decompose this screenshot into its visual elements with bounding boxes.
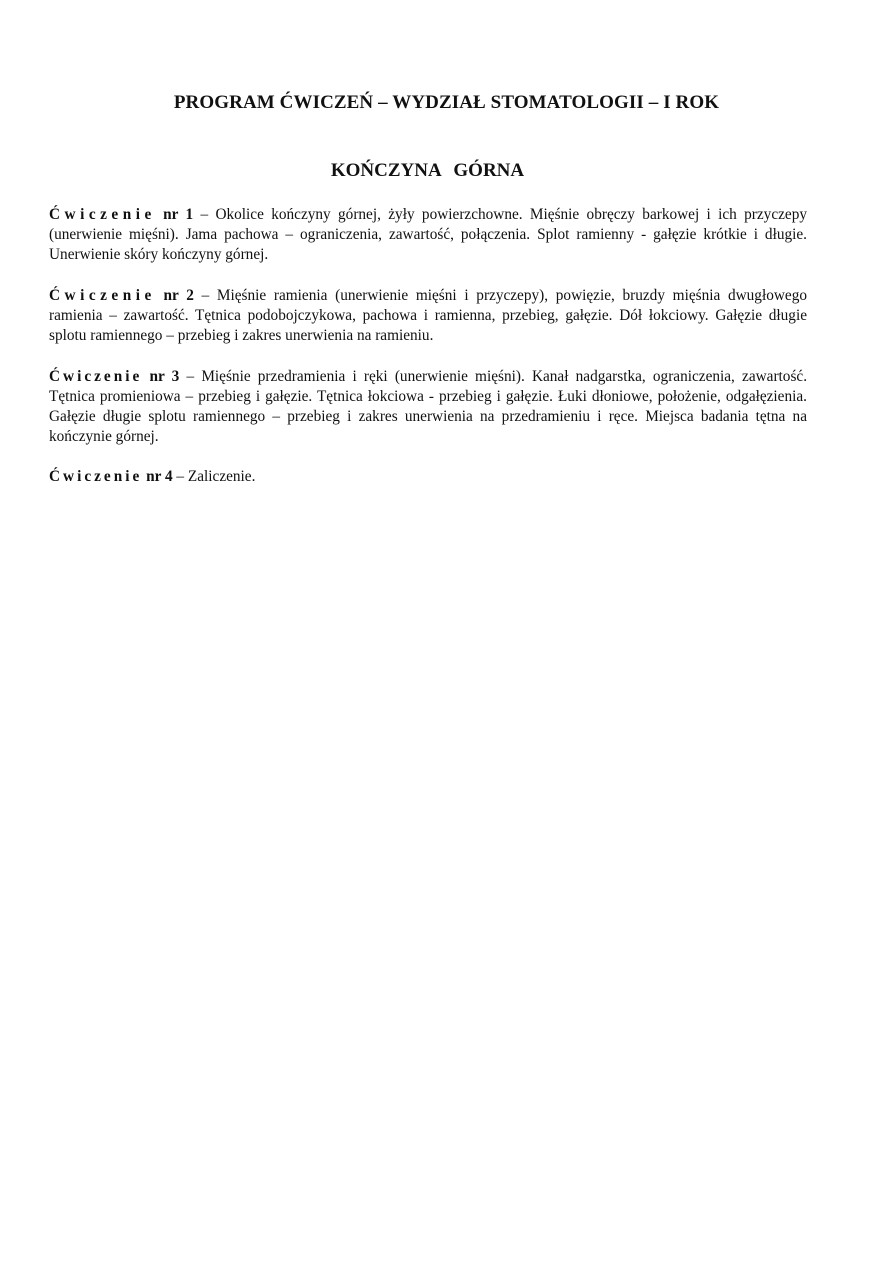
exercise-1-text: Okolice kończyny górnej, żyły powierzchowne. Mięśnie obręczy barkowej i ich przyczepy (unerwienie mięśni). Jama pachowa – ograniczenia, zawartość, połączenia. Splot ramienny - gałęzie krótkie i długie. Unerwienie skóry kończyny górnej. [49,206,808,263]
exercise-4-text: Zaliczenie. [187,468,256,485]
exercise-2 [49,286,807,346]
exercise-1-number: nr 1 [163,206,194,223]
exercise-3-text: Mięśnie przedramienia i ręki (unerwienie mięśni). Kanał nadgarstka, ograniczenia, zawartość. Tętnica promieniowa – przebieg i gałęzie. Tętnica łokciowa - przebieg i gałęzie. Łuki dłoniowe, położenie, odgałęzienia. Gałęzie długie splotu ramiennego – przebieg i zakres unerwienia na przedramieniu i ręce. Miejsca badania tętna na kończynie górnej. [49,368,808,445]
exercise-3-separator: – [179,368,202,385]
exercise-3 [49,367,807,447]
document-title: PROGRAM ĆWICZEŃ – WYDZIAŁ STOMATOLOGII – I ROK [173,92,720,113]
exercise-3-label: Ćwiczenie [49,368,143,385]
exercise-2-separator: – [193,287,217,304]
exercise-1 [49,205,807,265]
exercise-1-separator: – [193,206,216,223]
exercise-2-label: Ćwiczenie [49,287,156,304]
exercise-4-separator: – [172,468,188,485]
exercise-3-number: nr 3 [149,368,180,385]
section-heading: KOŃCZYNA GÓRNA [330,160,525,181]
exercise-2-text: Mięśnie ramienia (unerwienie mięśni i przyczepy), powięzie, bruzdy mięśnia dwugłowego ramienia – zawartość. Tętnica podobojczykowa, pachowa i ramienna, przebieg, gałęzie. Dół łokciowy. Gałęzie długie splotu ramiennego – przebieg i zakres unerwienia na ramieniu. [49,287,807,344]
exercise-4-label: Ćwiczenie [49,468,143,485]
exercise-1-label: Ćwiczenie [49,206,156,223]
exercise-4-number: nr 4 [146,468,173,485]
exercise-4 [49,467,807,487]
exercise-2-number: nr 2 [163,287,194,304]
